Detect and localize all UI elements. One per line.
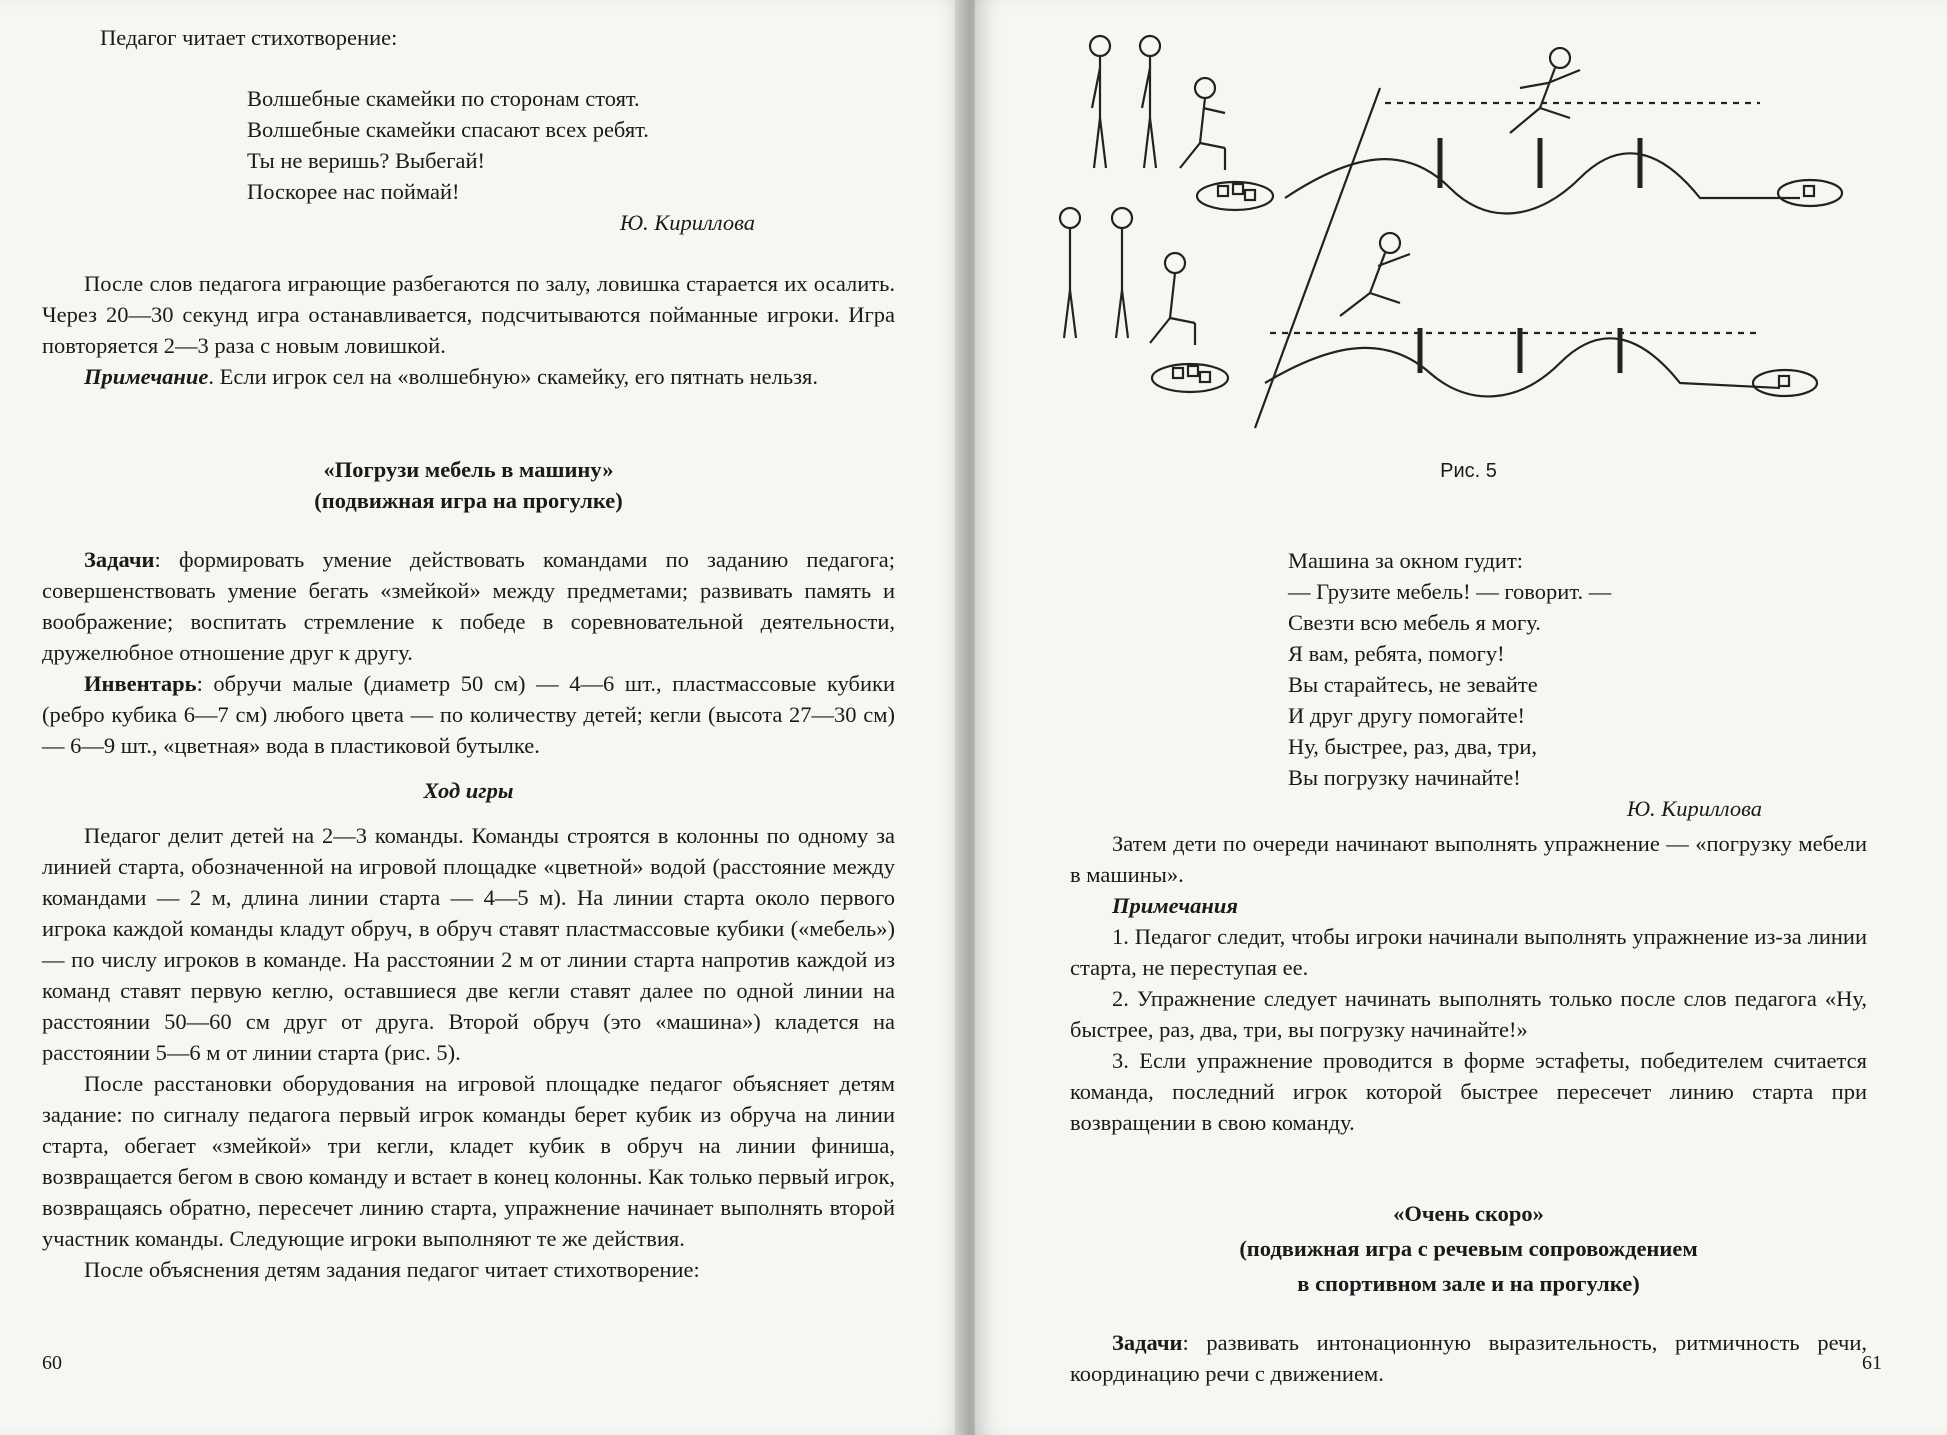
- game-subtitle: (подвижная игра на прогулке): [314, 488, 623, 513]
- page-number: 60: [42, 1352, 62, 1374]
- game-title: «Погрузи мебель в машину»: [323, 457, 614, 482]
- paragraph: Затем дети по очереди начинают выполнять упражнение — «погрузку мебели в машины».: [1070, 831, 1867, 887]
- poem-author: Ю. Кириллова: [1626, 796, 1762, 821]
- tasks-paragraph: [1070, 1327, 1867, 1389]
- inventory-paragraph: [42, 668, 895, 761]
- child-figure: [1090, 36, 1110, 168]
- game-subtitle: (подвижная игра с речевым сопровождением: [1239, 1236, 1698, 1261]
- inventory-label: Инвентарь: [84, 671, 197, 696]
- poem-author: Ю. Кириллова: [619, 210, 755, 235]
- note-item: 3. Если упражнение проводится в форме эстафеты, победителем считается команда, последний игрок которой быстрее пересечет линию старта при возвращении в свою команду.: [1070, 1048, 1867, 1135]
- poem-line: Волшебные скамейки спасают всех ребят.: [247, 117, 649, 142]
- poem-magic-benches: [247, 83, 895, 207]
- tasks-paragraph: [42, 544, 895, 668]
- intro-line: Педагог читает стихотворение:: [100, 25, 398, 50]
- hoop-with-cubes: [1197, 182, 1273, 210]
- paragraph: После расстановки оборудования на игровой площадке педагог объясняет детям задание: по сигналу педагога первый игрок команды берет кубик из обруча на линии старта, обегает «змейкой» три кегли, кладет кубик в обруч на линии финиша, возвращается бегом в свою команду и встает в конец колонны. Как только первый игрок, возвращаясь обратно, пересечет линию старта, упражнение начинает выполнять второй участник команды. Следующие игроки выполняют те же действия.: [42, 1071, 896, 1251]
- inventory-text: : обручи малые (диаметр 50 см) — 4—6 шт., пластмассовые кубики (ребро кубика 6—7 см) любого цвета — по количеству детей; кегли (высота 27—30 см) — 6—9 шт., «цветная» вода в пластиковой бутылке.: [42, 671, 895, 758]
- poem-line: Машина за окном гудит:: [1288, 548, 1524, 573]
- tasks-text: : формировать умение действовать командами по заданию педагога; совершенствовать умение бегать «змейкой» между предметами; развивать память и воображение; воспитать стремление к победе в соревновательной деятельности, дружелюбное отношение друг к другу.: [42, 547, 895, 665]
- note-item: 1. Педагог следит, чтобы игроки начинали выполнять упражнение из-за линии старта, не переступая ее.: [1070, 924, 1867, 980]
- poem-line: Вы старайтесь, не зевайте: [1288, 672, 1538, 697]
- page-number: 61: [1862, 1352, 1882, 1374]
- paragraph: Педагог делит детей на 2—3 команды. Команды строятся в колонны по одному за линией старта, обозначенной на игровой площадке «цветной» водой (расстояние между командами — 2 м, длина линии старта — 4—5 м). На линии старта около первого игрока каждой команды кладут обруч, в обруч ставят пластмассовые кубики («мебель») — по числу игроков в команде. На расстоянии 2 м от линии старта напротив каждой из команд ставят первую кеглю, оставшиеся две кегли ставят далее по одной линии на расстоянии 50—60 см друг от друга. Второй обруч (это «машина») кладется на расстоянии 5—6 м от линии старта (рис. 5).: [42, 823, 895, 1065]
- poem-line: Поскорее нас поймай!: [247, 179, 460, 204]
- note-paragraph: [42, 361, 895, 392]
- note-label: Примечание: [84, 364, 209, 389]
- hoop-with-cubes: [1152, 364, 1228, 392]
- child-figure: [1140, 36, 1160, 168]
- poem-line: Я вам, ребята, помогу!: [1288, 641, 1505, 666]
- poem-furniture: [1288, 545, 1867, 793]
- note-text: . Если игрок сел на «волшебную» скамейку, его пятнать нельзя.: [208, 364, 818, 389]
- poem-line: И друг другу помогайте!: [1288, 703, 1526, 728]
- course-heading: Ход игры: [423, 778, 514, 803]
- kneeling-child-figure: [1150, 253, 1195, 345]
- figure-5: [1040, 8, 1860, 448]
- tasks-label: Задачи: [1112, 1330, 1183, 1355]
- note-item: 2. Упражнение следует начинать выполнять только после слов педагога «Ну, быстрее, раз, два, три, вы погрузку начинайте!»: [1070, 986, 1867, 1042]
- poem-line: — Грузите мебель! — говорит. —: [1288, 579, 1612, 604]
- game-subtitle: в спортивном зале и на прогулке): [1297, 1271, 1640, 1296]
- poem-line: Свезти всю мебель я могу.: [1288, 610, 1541, 635]
- notes-label: Примечания: [1112, 893, 1239, 918]
- poem-line: Ты не веришь? Выбегай!: [247, 148, 485, 173]
- tasks-label: Задачи: [84, 547, 155, 572]
- poem-line: Ну, быстрее, раз, два, три,: [1288, 734, 1538, 759]
- child-figure: [1060, 208, 1080, 338]
- right-page: [975, 0, 1947, 1435]
- figure-caption: Рис. 5: [1440, 460, 1497, 482]
- game-title: «Очень скоро»: [1393, 1201, 1544, 1226]
- tasks-text: : развивать интонационную выразительность, ритмичность речи, координацию речи с движением.: [1070, 1330, 1867, 1386]
- running-child-figure: [1340, 233, 1410, 316]
- finish-hoop: [1778, 180, 1842, 206]
- poem-line: Волшебные скамейки по сторонам стоят.: [247, 86, 640, 111]
- left-page: [0, 0, 965, 1435]
- running-child-figure: [1510, 48, 1580, 133]
- kneeling-child-figure: [1180, 78, 1225, 170]
- finish-hoop: [1753, 370, 1817, 396]
- paragraph: После слов педагога играющие разбегаются по залу, ловишка старается их осалить. Через 20—30 секунд игра останавливается, подсчитываются пойманные игроки. Игра повторяется 2—3 раза с новым ловишкой.: [42, 271, 895, 358]
- paragraph: После объяснения детям задания педагог читает стихотворение:: [84, 1257, 700, 1282]
- poem-line: Вы погрузку начинайте!: [1288, 765, 1521, 790]
- child-figure: [1112, 208, 1132, 338]
